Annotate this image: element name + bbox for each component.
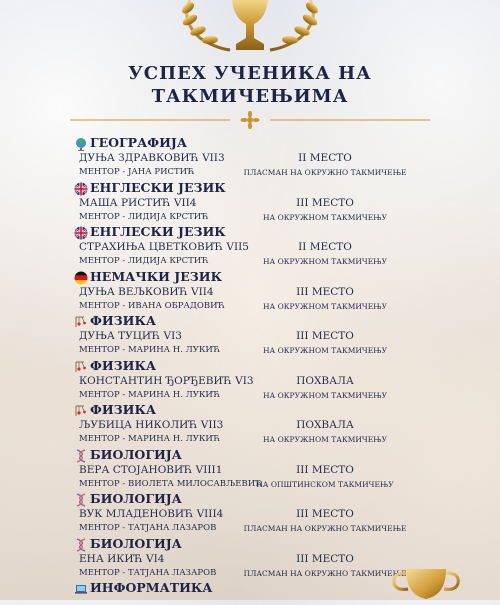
result-place: III МЕСТО [296,330,354,342]
competition-level: НА ОПШТИНСКОМ ТАКМИЧЕЊУ [256,479,394,489]
competition-level: НА ОКРУЖНОМ ТАКМИЧЕЊУ [263,346,387,355]
mentor-name: МЕНТОР - ЛИДИЈА КРСТИЋ [79,211,209,222]
subject-heading: ЕНГЛЕСКИ ЈЕЗИК [90,179,226,195]
physics-icon [74,403,88,417]
student-name: МАША РИСТИЋ VII4 [79,196,197,209]
mentor-name: МЕНТОР - МАРИНА Н. ЛУКИЋ [79,389,221,400]
subject-heading: ИНФОРМАТИКА [90,580,213,595]
student-name: ЉУБИЦА НИКОЛИЋ VII3 [79,419,224,431]
result-place: ПОХВАЛА [296,419,354,431]
student-name: ДУЊА ЗДРАВКОВИЋ VII3 [79,152,225,164]
german-flag-icon [74,270,88,284]
mentor-name: МЕНТОР - ЛИДИЈА КРСТИЋ [79,256,209,266]
subject-heading: НЕМАЧКИ ЈЕЗИК [90,268,222,284]
competition-level: ПЛАСМАН НА ОКРУЖНО ТАКМИЧЕЊЕ [243,168,407,177]
globe-icon [74,136,88,150]
result-place: III МЕСТО [296,285,354,298]
dna-icon [74,448,88,462]
competition-level: ПЛАСМАН НА ОКРУЖНО ТАКМИЧЕЊЕ [243,524,407,533]
dna-icon [74,537,88,551]
ornament-divider [70,111,430,129]
mentor-name: МЕНТОР - ВИОЛЕТА МИЛОСАВЉЕВИЋ [79,478,263,489]
mentor-name: МЕНТОР - ИВАНА ОБРАДОВИЋ [79,300,225,311]
subject-heading: ФИЗИКА [90,357,157,373]
subject-heading: ГЕОГРАФИЈА [90,135,188,150]
student-name: ВУК МЛАДЕНОВИЋ VIII4 [79,508,224,520]
competition-level: НА ОКРУЖНОМ ТАКМИЧЕЊУ [263,212,387,222]
mentor-name: МЕНТОР - МАРИНА Н. ЛУКИЋ [79,434,221,444]
laptop-icon [74,581,88,595]
student-name: КОНСТАНТИН ЂОРЂЕВИЋ VI3 [79,374,254,387]
mentor-name: МЕНТОР - МАРИНА Н. ЛУКИЋ [79,345,221,355]
competition-level: НА ОКРУЖНОМ ТАКМИЧЕЊУ [263,435,387,444]
dna-icon [74,492,88,506]
physics-icon [74,314,88,328]
student-name: ВЕРА СТОЈАНОВИЋ VIII1 [79,463,223,476]
page-title-line2: ТАКМИЧЕЊИМА [151,86,349,107]
result-place: III МЕСТО [296,463,354,476]
mentor-name: МЕНТОР - ЈАНА РИСТИЋ [79,167,195,177]
result-place: III МЕСТО [296,508,354,520]
competition-level: ПЛАСМАН НА ОКРУЖНО ТАКМИЧЕЊЕ [243,568,407,578]
uk-flag-icon [74,181,88,195]
competition-level: НА ОКРУЖНОМ ТАКМИЧЕЊУ [263,301,387,311]
subject-heading: ФИЗИКА [90,402,157,417]
competition-level: НА ОКРУЖНОМ ТАКМИЧЕЊУ [263,257,387,266]
student-name: СТРАХИЊА ЦВЕТКОВИЋ VII5 [79,241,249,253]
result-place: II МЕСТО [298,152,352,164]
subject-heading: БИОЛОГИЈА [90,446,182,462]
competition-level: НА ОКРУЖНОМ ТАКМИЧЕЊУ [263,390,387,400]
physics-icon [74,359,88,373]
page-title-line1: УСПЕХ УЧЕНИКА НА [128,63,372,84]
trophy-icon [386,565,466,605]
student-name: ЕНА ИКИЋ VI4 [79,552,165,565]
subject-heading: ФИЗИКА [90,313,157,328]
mentor-name: МЕНТОР - ТАТЈАНА ЛАЗАРОВ [79,523,217,533]
result-place: ПОХВАЛА [296,374,354,387]
mentor-name: МЕНТОР - ТАТЈАНА ЛАЗАРОВ [79,567,217,578]
subject-heading: ЕНГЛЕСКИ ЈЕЗИК [90,224,226,239]
subject-heading: БИОЛОГИЈА [90,535,182,551]
trophy-laurel-icon [160,0,340,55]
student-name: ДУЊА ТУЦИЋ VI3 [79,330,182,342]
subject-heading: БИОЛОГИЈА [90,491,182,506]
result-place: III МЕСТО [296,552,354,565]
uk-flag-icon [74,225,88,239]
result-place: II МЕСТО [298,241,352,253]
student-name: ДУЊА ВЕЉКОВИЋ VII4 [79,285,214,298]
result-place: III МЕСТО [296,196,354,209]
